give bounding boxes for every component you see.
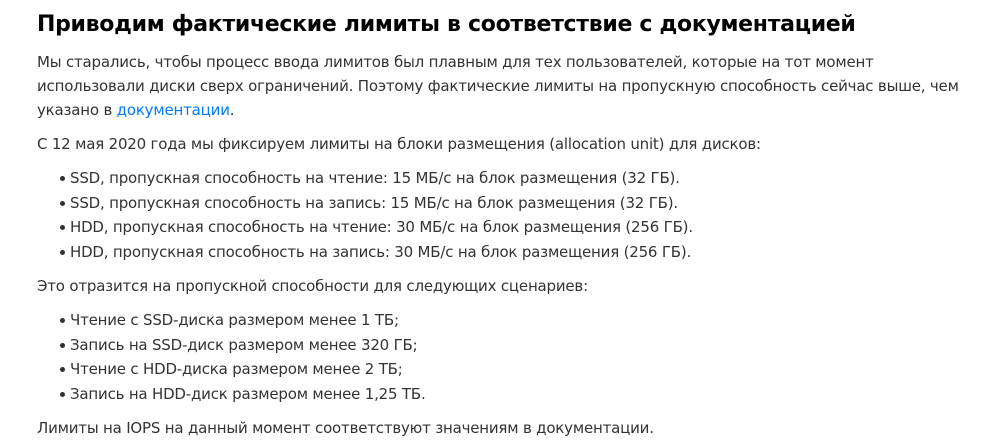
bullet-icon (60, 201, 65, 206)
list-item (37, 166, 982, 191)
list-item (37, 215, 982, 240)
bullet-icon (60, 367, 65, 372)
list-item (37, 308, 982, 333)
bullet-icon (60, 318, 65, 323)
bullet-icon (60, 176, 65, 181)
list-item-text: Чтение с HDD-диска размером менее 2 ТБ; (70, 360, 403, 378)
limits-list (37, 166, 982, 264)
article-title: Приводим фактические лимиты в соответствие с документацией (37, 12, 856, 37)
list-item-text: Запись на HDD-диск размером менее 1,25 ТБ. (70, 384, 426, 403)
intro-text: Мы старались, чтобы процесс ввода лимитов был плавным для тех пользователей, которые на тот момент использовали диски сверх ограничений. Поэтому фактические лимиты на пропускную способность сейчас выше, чем указано в (37, 53, 959, 119)
list-item (37, 240, 982, 265)
list-item (37, 382, 982, 407)
scenarios-list (37, 308, 982, 406)
list-item-text: SSD, пропускная способность на запись: 15 МБ/с на блок размещения (32 ГБ). (70, 193, 678, 212)
list-item-text: Чтение с SSD-диска размером менее 1 ТБ; (70, 311, 399, 329)
bullet-icon (60, 392, 65, 397)
limits-intro-paragraph: С 12 мая 2020 года мы фиксируем лимиты на блоки размещения (allocation unit) для дисков: (37, 135, 761, 153)
list-item (37, 333, 982, 358)
bullet-icon (60, 250, 65, 255)
list-item (37, 191, 982, 216)
bullet-icon (60, 225, 65, 230)
scenarios-intro-paragraph: Это отразится на пропускной способности для следующих сценариев: (37, 277, 588, 295)
article (37, 0, 982, 440)
intro-paragraph (37, 50, 982, 122)
documentation-link[interactable]: документации (116, 101, 230, 119)
bullet-icon (60, 343, 65, 348)
list-item-text: SSD, пропускная способность на чтение: 15 МБ/с на блок размещения (32 ГБ). (70, 169, 680, 187)
list-item (37, 357, 982, 382)
list-item-text: HDD, пропускная способность на запись: 30 МБ/с на блок размещения (256 ГБ). (70, 242, 692, 261)
list-item-text: HDD, пропускная способность на чтение: 30 МБ/с на блок размещения (256 ГБ). (70, 218, 693, 236)
list-item-text: Запись на SSD-диск размером менее 320 ГБ; (70, 335, 418, 354)
iops-note-paragraph: Лимиты на IOPS на данный момент соответствуют значениям в документации. (37, 419, 654, 437)
intro-text-end: . (229, 101, 235, 119)
